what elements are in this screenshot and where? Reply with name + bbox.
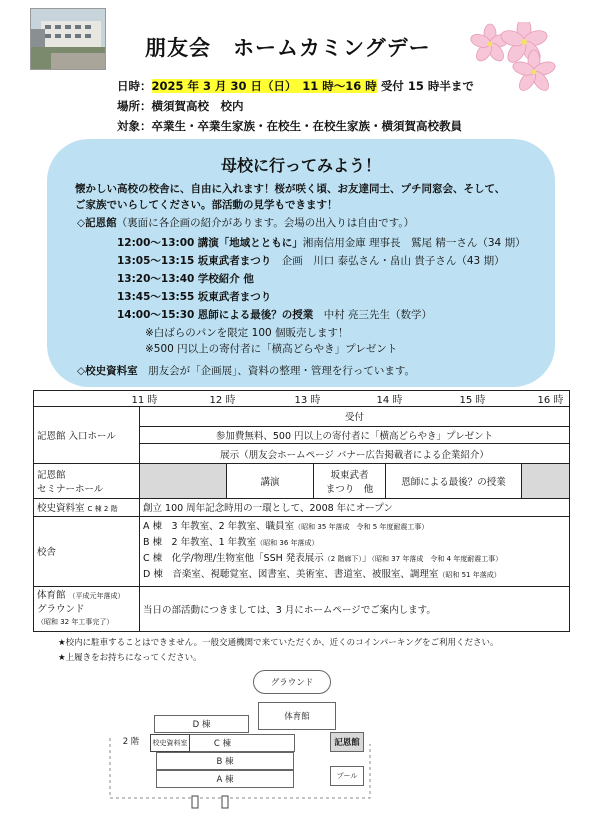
- archive-heading: ◇校史資料室 朋友会が「企画展」、資料の整理・管理を行っています。: [77, 365, 415, 377]
- hour-label: 14 時: [376, 395, 403, 407]
- hour-label: 12 時: [209, 395, 236, 407]
- table-row: 記恩館 入口ホール 受付: [34, 406, 570, 426]
- map-building-c: C 棟: [150, 734, 295, 752]
- schedule-table: [33, 390, 570, 632]
- map-building-d: D 棟: [154, 715, 249, 733]
- map-gym: 体育館: [258, 702, 336, 730]
- hour-label: 16 時: [537, 395, 564, 407]
- table-row: [34, 516, 570, 586]
- campus-map: [108, 666, 380, 816]
- row-label: 記恩館 セミナーホール: [34, 464, 140, 499]
- event-title: 朋友会 ホームカミングデー: [145, 36, 431, 60]
- table-row: 参加費無料、500 円以上の寄付者に「横高どらやき」プレゼント: [34, 426, 570, 444]
- event-target: 対象：卒業生・卒業生家族・在校生・在校生家族・横須賀高校教員: [117, 119, 462, 133]
- table-row: 校史資料室 C 棟 2 階 創立 100 周年記念時用の一環として、2008 年にオープン: [34, 498, 570, 516]
- row-label: 校舎: [34, 516, 140, 586]
- row-label: 体育館 （平成元年落成） グラウンド （昭和 32 年工事完了）: [34, 586, 140, 631]
- map-floor-label: 2 階: [116, 732, 146, 750]
- hour-label: 15 時: [459, 395, 486, 407]
- program-item: 12:00～13:00 講演「地域とともに」湘南信用金庫 理事長 鷲尾 精一さん（34 期）: [117, 237, 526, 249]
- program-panel: [47, 139, 555, 387]
- event-place: 場所：横須賀高校 校内: [117, 99, 244, 113]
- hour-label: 11 時: [131, 395, 158, 407]
- table-row: 展示（朋友会ホームページ バナー広告掲載者による企業紹介）: [34, 444, 570, 464]
- panel-title: 母校に行ってみよう！: [220, 156, 381, 175]
- map-ground: グラウンド: [253, 670, 331, 694]
- hour-label: 13 時: [294, 395, 321, 407]
- kinen-heading: ◇記恩館（裏面に各企画の紹介があります。会場の出入りは自由です。）: [77, 217, 415, 229]
- map-kinen-hall: 記恩館: [330, 732, 364, 752]
- school-photo: [30, 8, 106, 70]
- program-item: 13:45～13:55 坂東武者まつり: [117, 291, 272, 303]
- map-pool: プール: [330, 766, 364, 786]
- table-row: 体育館 （平成元年落成） グラウンド （昭和 32 年工事完了） 当日の部活動につきましては、3 月にホームページでご案内します。: [34, 586, 570, 631]
- table-row: 記恩館 セミナーホール 講演 坂東武者 まつり 他 恩師による最後？の授業: [34, 464, 570, 499]
- reception-deadline: 受付 15 時半まで: [380, 79, 474, 93]
- program-item: 13:05～13:15 坂東武者まつり 企画 川口 泰弘さん・畠山 貴子さん（43 期）: [117, 255, 505, 267]
- building-item: A 棟 3 年教室、2 年教室、職員室（昭和 35 年落成 令和 5 年度耐震工事）: [143, 521, 429, 533]
- row-label: 校史資料室 C 棟 2 階: [34, 498, 140, 516]
- building-list: [140, 516, 570, 586]
- building-item: B 棟 2 年教室、1 年教室（昭和 36 年落成）: [143, 537, 319, 549]
- intro-line-1: 懐かしい高校の校舎に、自由に入れます！桜が咲く頃、お友達同士、プチ同窓会、そして、: [75, 183, 506, 195]
- event-date: 日時：2025 年 3 月 30 日（日） 11 時～16 時 受付 15 時半まで: [117, 79, 474, 93]
- cherry-blossom-icon: [468, 22, 568, 92]
- program-note: ※白ばらのパンを限定 100 個販売します！: [145, 327, 349, 339]
- shoes-note: ★上履きをお持ちになってください。: [58, 653, 202, 663]
- map-building-b: B 棟: [156, 752, 294, 770]
- building-item: D 棟 音楽室、視聴覚室、図書室、美術室、書道室、被服室、調理室（昭和 51 年落成）: [143, 569, 501, 581]
- map-archive-room: 校史資料室: [150, 734, 190, 752]
- row-label: 記恩館 入口ホール: [34, 406, 140, 464]
- program-item: 13:20～13:40 学校紹介 他: [117, 273, 254, 285]
- program-note: ※500 円以上の寄付者に「横高どらやき」プレゼント: [145, 343, 398, 355]
- empty-slot: [140, 464, 227, 499]
- map-outline: [108, 666, 380, 816]
- hour-header-row: [34, 391, 570, 407]
- building-item: C 棟 化学/物理/生物室他「SSH 発表展示（2 階廊下）」（昭和 37 年落成 令和 4 年度耐震工事）: [143, 553, 503, 565]
- map-building-a: A 棟: [156, 770, 294, 788]
- program-item: 14:00～15:30 恩師による最後？の授業 中村 亮三先生（数学）: [117, 309, 433, 321]
- parking-note: ★校内に駐車することはできません。一般交通機関で来ていただくか、近くのコインパーキングをご利用ください。: [58, 638, 499, 648]
- intro-line-2: ご家族でいらしてください。部活動の見学もできます！: [75, 199, 338, 211]
- empty-slot: [522, 464, 570, 499]
